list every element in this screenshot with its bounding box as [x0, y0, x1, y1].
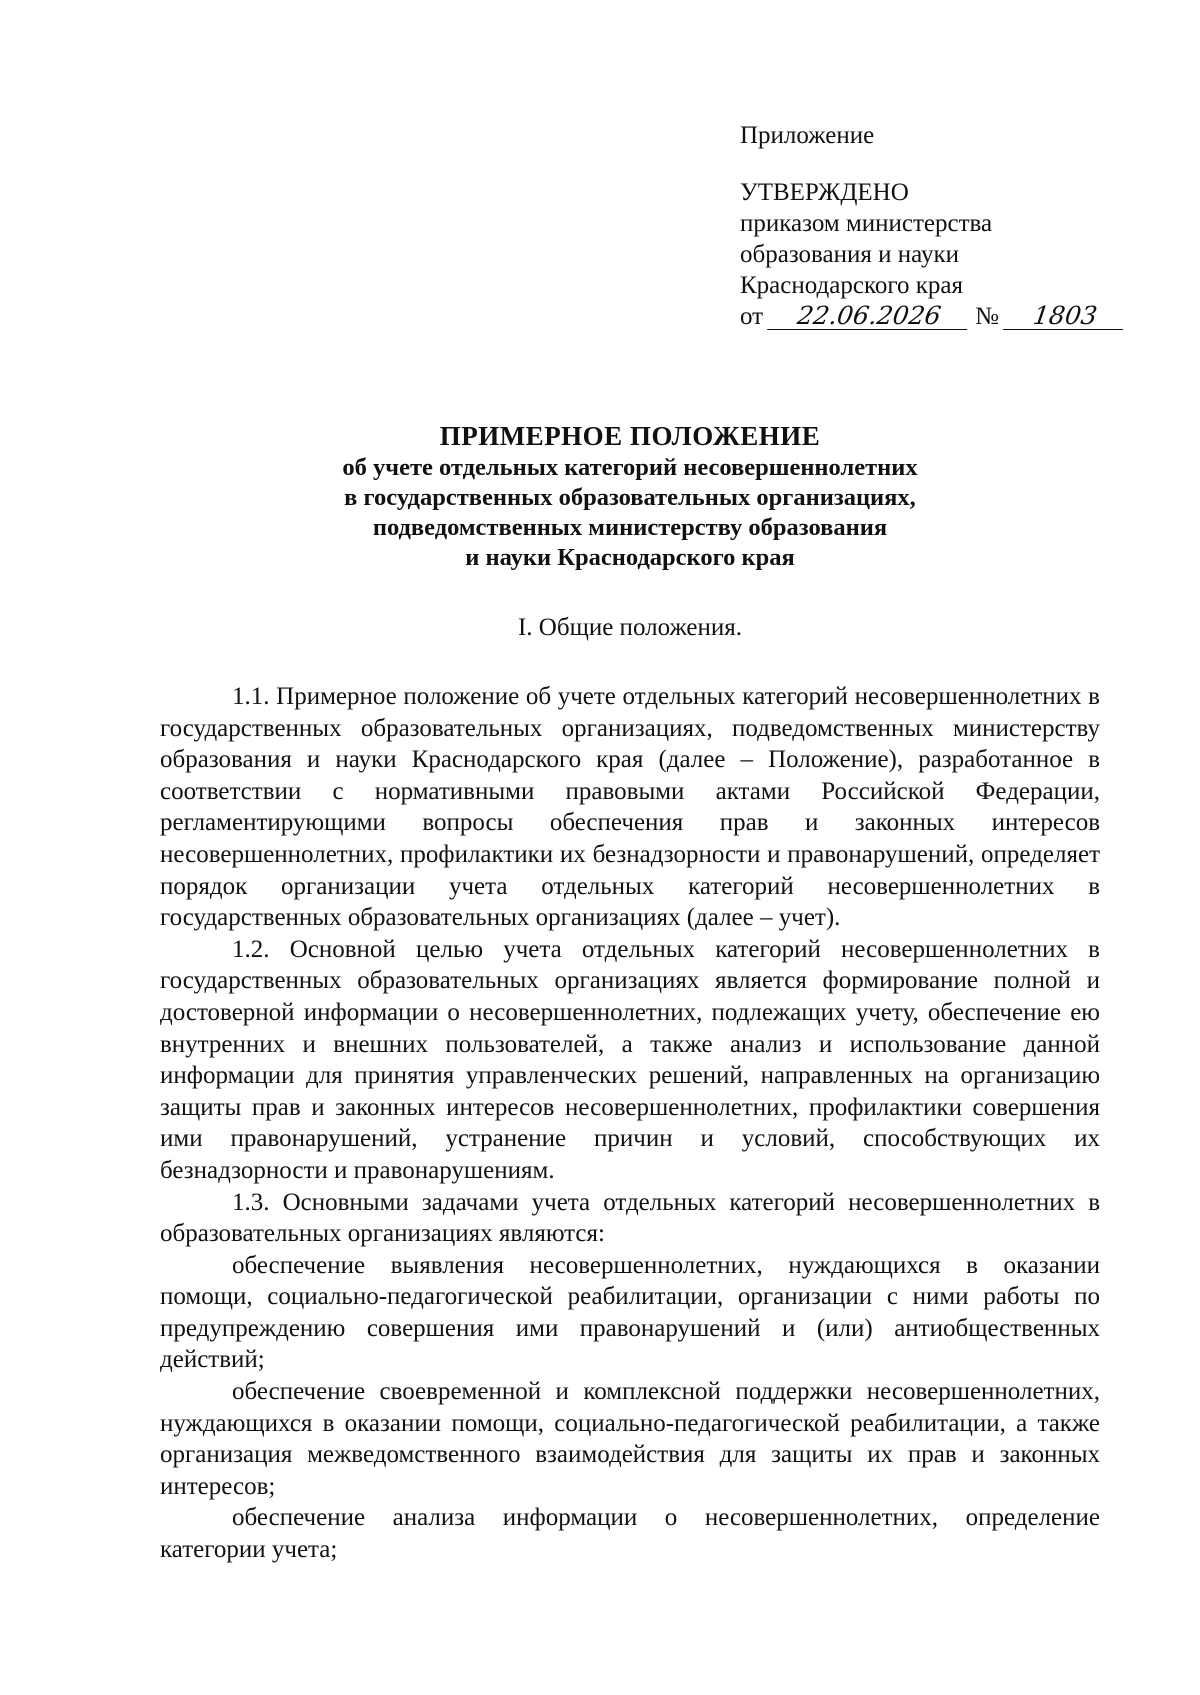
- title-line-4: и науки Краснодарского края: [465, 544, 795, 571]
- approval-block: [740, 120, 1160, 332]
- approved-label: УТВЕРЖДЕНО: [740, 179, 909, 206]
- list-item: обеспечение выявления несовершеннолетних, нуждающихся в оказании помощи, социально-педагогической реабилитации, организации с ними работы по предупреждению совершения ими правонарушений и (или) антиобщественных действий;: [160, 1251, 1100, 1374]
- handwritten-date: 22.06.2026: [767, 303, 971, 330]
- document-body: [160, 681, 1100, 1566]
- from-label: от: [740, 303, 764, 330]
- approval-date-number-line: [740, 301, 1160, 332]
- appendix-label: Приложение: [740, 122, 875, 149]
- section-heading: I. Общие положения.: [517, 614, 743, 641]
- approval-region-line: Краснодарского края: [740, 272, 963, 299]
- paragraph-1-3: 1.3. Основными задачами учета отдельных категорий несовершеннолетних в образовательных организациях являются:: [160, 1188, 1100, 1248]
- list-item: обеспечение анализа информации о несовершеннолетних, определение категории учета;: [160, 1504, 1100, 1564]
- spacer: [740, 151, 1160, 177]
- title-main: ПРИМЕРНОЕ ПОЛОЖЕНИЕ: [439, 421, 821, 451]
- approval-ministry-line: образования и науки: [740, 241, 959, 268]
- handwritten-number: 1803: [1003, 303, 1127, 330]
- list-item: обеспечение своевременной и комплексной поддержки несовершеннолетних, нуждающихся в оказании помощи, социально-педагогической реабилитации, а также организация межведомственного взаимодействия для защиты их прав и законных интересов;: [160, 1378, 1100, 1500]
- paragraph-1-1: 1.1. Примерное положение об учете отдельных категорий несовершеннолетних в государственных образовательных организациях, подведомственных министерству образования и науки Краснодарского края (далее – Положение), разработанное в соответствии с нормативными правовыми актами Российской Федерации, регламентирующими вопросы обеспечения прав и законных интересов несовершеннолетних, профилактики их безнадзорности и правонарушений, определяет порядок организации учета отдельных категорий несовершеннолетних в государственных образовательных организациях (далее – учет).: [160, 683, 1100, 932]
- title-line-3: подведомственных министерству образования: [372, 514, 888, 541]
- title-line-1: об учете отдельных категорий несовершеннолетних: [342, 454, 918, 481]
- paragraph-1-2: 1.2. Основной целью учета отдельных категорий несовершеннолетних в государственных образовательных организациях является формирование полной и достоверной информации о несовершеннолетних, подлежащих учету, обеспечение ею внутренних и внешних пользователей, а также анализ и использование данной информации для принятия управленческих решений, направленных на организацию защиты прав и законных интересов несовершеннолетних, профилактики совершения ими правонарушений, устранение причин и условий, способствующих их безнадзорности и правонарушениям.: [160, 935, 1100, 1184]
- approval-order-line: приказом министерства: [740, 210, 993, 237]
- document-title: [160, 420, 1100, 573]
- title-line-2: в государственных образовательных организациях,: [344, 484, 916, 511]
- number-sign: №: [975, 303, 999, 330]
